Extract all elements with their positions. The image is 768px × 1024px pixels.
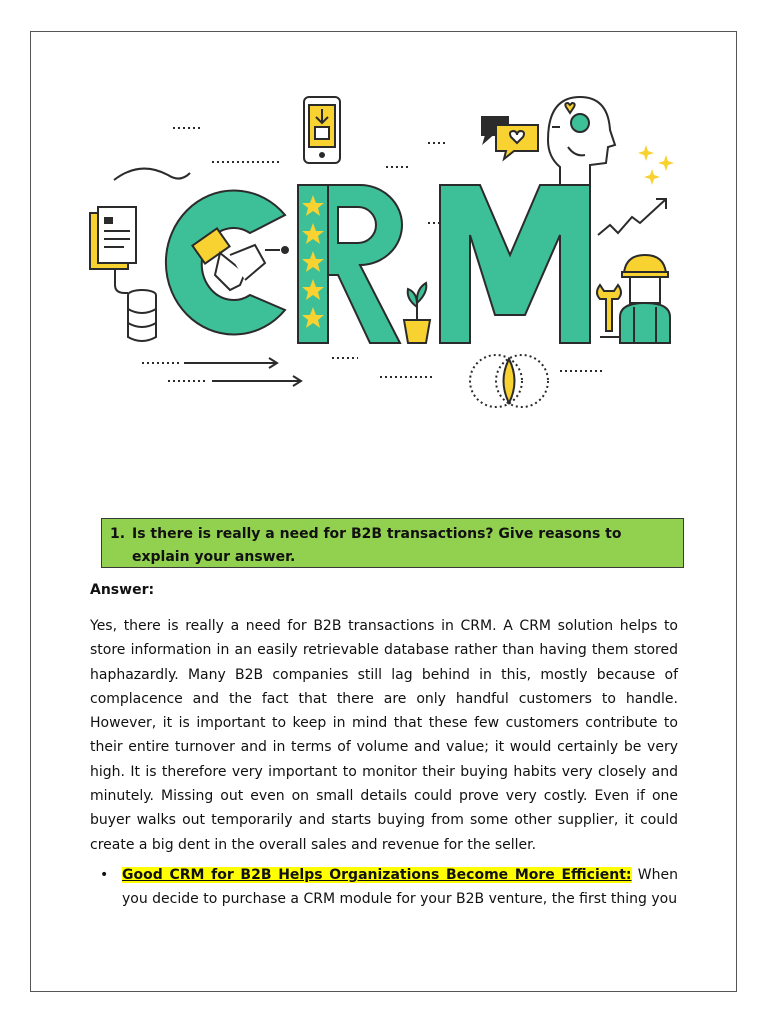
question-text: Is there is really a need for B2B transactions? Give reasons to explain your answer.: [132, 526, 622, 565]
user-head-icon: [548, 97, 615, 185]
bullet-marker: •: [100, 867, 109, 883]
bullet-content: [122, 863, 678, 912]
wrench-icon: [597, 285, 621, 337]
crm-illustration: [80, 85, 700, 415]
worker-icon: [620, 255, 670, 343]
document-icon: [90, 207, 136, 293]
mobile-icon: [304, 97, 340, 163]
bullet-heading: Good CRM for B2B Helps Organizations Become More Efficient:: [122, 867, 632, 883]
database-icon: [128, 290, 156, 341]
question-number: 1.: [110, 526, 126, 542]
sparkle-icon: [638, 145, 674, 185]
question-box: [101, 518, 684, 568]
trend-arrow-icon: [598, 199, 666, 235]
answer-paragraph: Yes, there is really a need for B2B transactions in CRM. A CRM solution helps to store information in an easily retrievable database rather than having them stored haphazardly. Many B2B companies still lag behind in this, mostly because of complacence and the fact that there are only handful customers to handle. However, it is important to keep in mind that these few customers contribute to their entire turnover and in terms of volume and value; it would certainly be very high. It is therefore very important to monitor their buying habits very closely and minutely. Missing out even on small details could prove very costly. Even if one buyer walks out temporarily and starts buying from some other supplier, it could create a big dent in the overall sales and revenue for the seller.: [90, 618, 678, 853]
bullet-item: [90, 863, 678, 912]
handshake-icon: [192, 228, 288, 290]
plant-icon: [404, 283, 430, 343]
chat-icon: [482, 117, 538, 159]
bullet-text: When you decide to purchase a CRM module for your B2B venture, the first thing you: [122, 867, 679, 908]
venn-icon: [470, 355, 548, 407]
letter-m: [440, 185, 590, 343]
answer-label: Answer:: [90, 582, 155, 598]
